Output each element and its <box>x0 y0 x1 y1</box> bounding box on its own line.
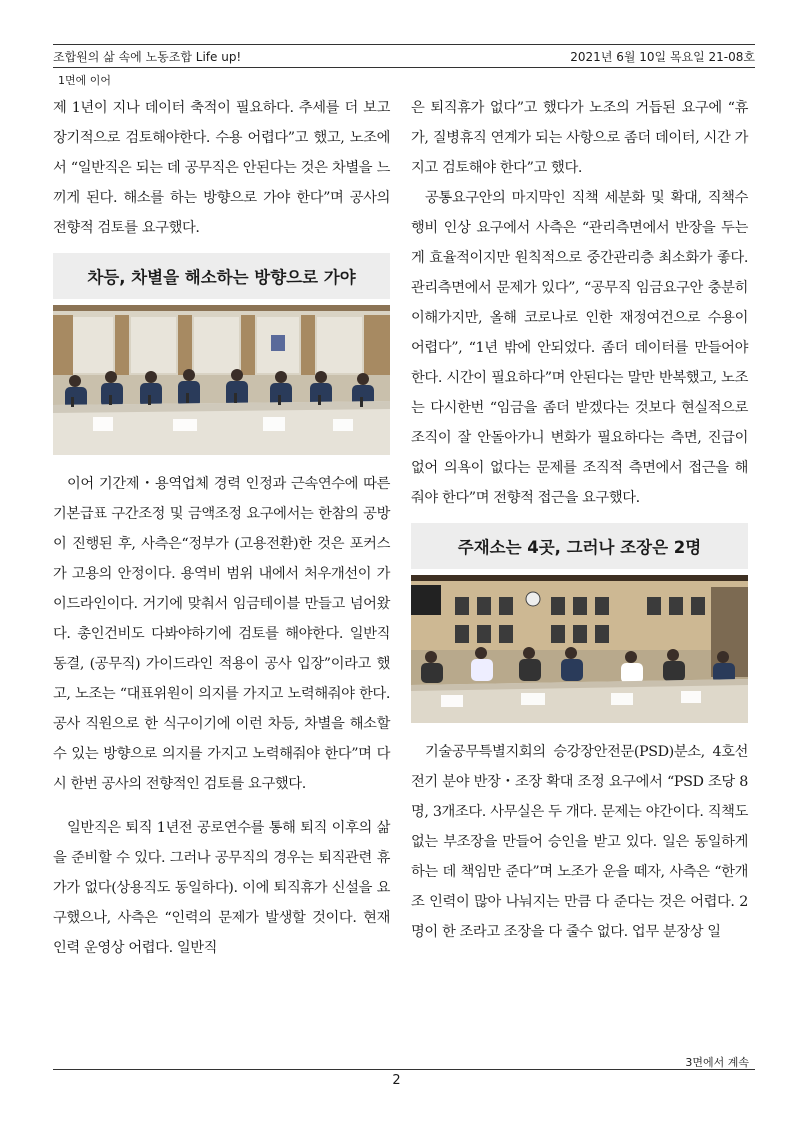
right-paragraph-3: 기술공무특별지회의 승강장안전문(PSD)분소, 4호선 전기 분야 반장・조장 확대 조정 요구에서 “PSD 조당 8명, 3개조다. 사무실은 두 개다. 문제는 야간이다. 직책도 없는 부조장을 만들어 승인을 받고 있다. 일은 동일하게 하는 데 책임만 준다”며 노조가 운을 떼자, 사측은 “한개조 인력이 많아 나눠지는 만큼 다 준다는 것은 어렵다. 2명이 한 조라고 조장을 다 줄수 없다. 업무 분장상 일 <box>411 744 748 940</box>
continued-to-note: 3면에서 계속 <box>685 1056 749 1069</box>
right-column <box>411 93 748 947</box>
issue-date: 2021년 6월 10일 목요일 21-08호 <box>570 49 755 64</box>
left-section-heading: 차등, 차별을 해소하는 방향으로 가야 <box>53 253 390 299</box>
right-paragraph-1: 은 퇴직휴가 없다”고 했다가 노조의 거듭된 요구에 “휴가, 질병휴직 연계가 되는 사항으로 좀더 데이터, 시간 가지고 검토해야 한다”고 했다. <box>411 100 748 176</box>
meeting-photo-1 <box>53 305 390 455</box>
right-section-heading: 주재소는 4곳, 그러나 조장은 2명 <box>411 523 748 569</box>
left-column <box>53 93 390 963</box>
meeting-photo-2-image <box>411 575 748 723</box>
left-paragraph-1: 제 1년이 지나 데이터 축적이 필요하다. 추세를 더 보고 장기적으로 검토해야한다. 수용 어렵다”고 했고, 노조에서 “일반직은 되는 데 공무직은 안된다는 것은 차별을 느끼게 된다. 해소를 하는 방향으로 가야 한다”며 공사의 전향적 검토를 요구했다. <box>53 100 390 236</box>
right-paragraph-2: 공통요구안의 마지막인 직책 세분화 및 확대, 직책수행비 인상 요구에서 사측은 “관리측면에서 반장을 두는 게 효율적이지만 원칙적으로 중간관리층 최소화가 좋다. 관리측면에서 문제가 있다”, “공무직 임금요구안 충분히 이해가지만, 올해 코로나로 인한 재정여건으로 수용이 어렵다”, “1년 밖에 안되었다. 좀더 데이터를 만들어야 한다. 시간이 필요하다”며 안된다는 말만 반복했고, 노조는 다시한번 “임금을 좀더 받겠다는 것보다 현실적으로 조직이 잘 안돌아가니 변화가 필요하다는 측면, 진급이 없어 의욕이 없다는 문제를 조직적 측면에서 접근을 해줘야 한다”며 전향적 접근을 요구했다. <box>411 190 748 506</box>
left-paragraph-2: 이어 기간제・용역업체 경력 인정과 근속연수에 따른 기본급표 구간조정 및 금액조정 요구에서는 한참의 공방이 진행된 후, 사측은“정부가 (고용전환)한 것은 포커스가 고용의 안정이다. 용역비 범위 내에서 처우개선이 가이드라인이다. 거기에 맞춰서 임금테이블 만들고 넘어왔다. 총인건비도 다봐야하기에 검토를 해야한다. 일반직 동결, (공무직) 가이드라인 적용이 공사 입장”이라고 했고, 노조는 “대표위원이 의지를 가지고 노력해줘야 한다. 공사 직원으로 한 식구이기에 이런 차등, 차별을 해소할 수 있는 방향으로 의지를 가지고 노력해줘야 한다”며 다시 한번 공사의 전향적인 검토를 요구했다. <box>53 476 390 792</box>
meeting-photo-1-image <box>53 305 390 455</box>
page-header <box>53 44 755 68</box>
newsletter-slogan: 조합원의 삶 속에 노동조합 Life up! <box>53 49 242 64</box>
footer-rule <box>53 1069 755 1070</box>
left-paragraph-3: 일반직은 퇴직 1년전 공로연수를 통해 퇴직 이후의 삶을 준비할 수 있다. 그러나 공무직의 경우는 퇴직관련 휴가가 없다(상용직도 동일하다). 이에 퇴직휴가 신설을 요구했으나, 사측은 “인력의 문제가 발생할 것이다. 현재 인력 운영상 어렵다. 일반직 <box>53 820 390 956</box>
meeting-photo-2 <box>411 575 748 723</box>
page-number: 2 <box>392 1073 401 1088</box>
continued-from-note: 1면에 이어 <box>58 74 111 87</box>
